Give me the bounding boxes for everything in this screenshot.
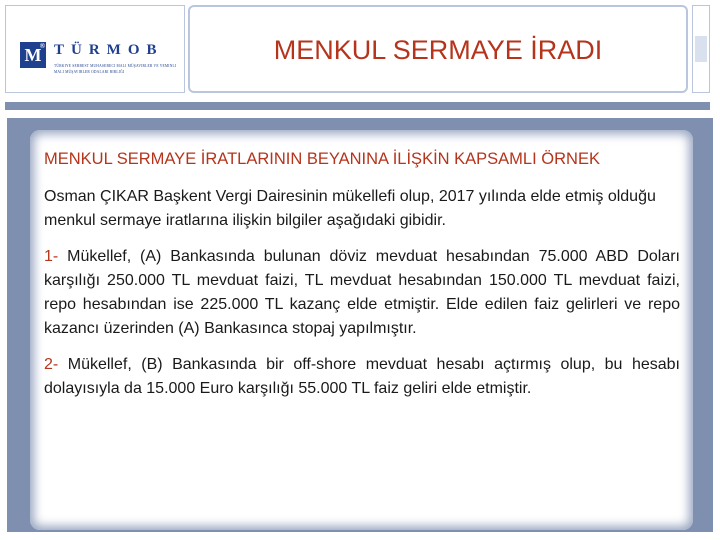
content-area	[44, 150, 680, 413]
page-title: MENKUL SERMAYE İRADI	[273, 34, 603, 65]
logo-subtitle: TÜRKIYE SERBEST MUHASEBECI MALI MÜŞAVIRLER VE YEMINLI MALI MÜŞAVIRLER ODALARI BIRLIĞI	[54, 64, 177, 74]
title-box	[188, 5, 688, 93]
section-title: MENKUL SERMAYE İRATLARININ BEYANINA İLİŞKİN KAPSAMLI ÖRNEK	[44, 150, 600, 168]
list-item-1	[44, 245, 680, 341]
logo-box	[5, 5, 185, 93]
item-number: 2-	[44, 356, 59, 373]
header-divider	[5, 102, 710, 110]
item-text: Mükellef, (B) Bankasında bir off-shore mevduat hesabı açtırmış olup, bu hesabı dolayısıyla da 15.000 Euro karşılığı 55.000 TL faiz geliri elde etmiştir.	[44, 356, 680, 397]
header-side-decoration	[692, 5, 710, 93]
turmob-logo-icon: M ®	[20, 42, 46, 68]
list-item-2	[44, 353, 680, 401]
intro-paragraph: Osman ÇIKAR Başkent Vergi Dairesinin mükellefi olup, 2017 yılında elde etmiş olduğu menkul sermaye iratlarına ilişkin bilgiler aşağıdaki gibidir.	[44, 188, 656, 229]
logo-mark-letter: M	[24, 44, 42, 65]
item-number: 1-	[44, 248, 59, 265]
logo-name: TÜRMOB	[54, 42, 164, 58]
item-text: Mükellef, (A) Bankasında bulunan döviz mevduat hesabından 75.000 ABD Doları karşılığı 250.000 TL mevduat faizi, TL mevduat hesabından 150.000 TL mevduat faizi, repo hesabından ise 225.000 TL kazanç elde etmiştir. Elde edilen faiz gelirleri ve repo kazancı üzerinden (A) Bankasınca stopaj yapılmıştır.	[44, 248, 681, 337]
